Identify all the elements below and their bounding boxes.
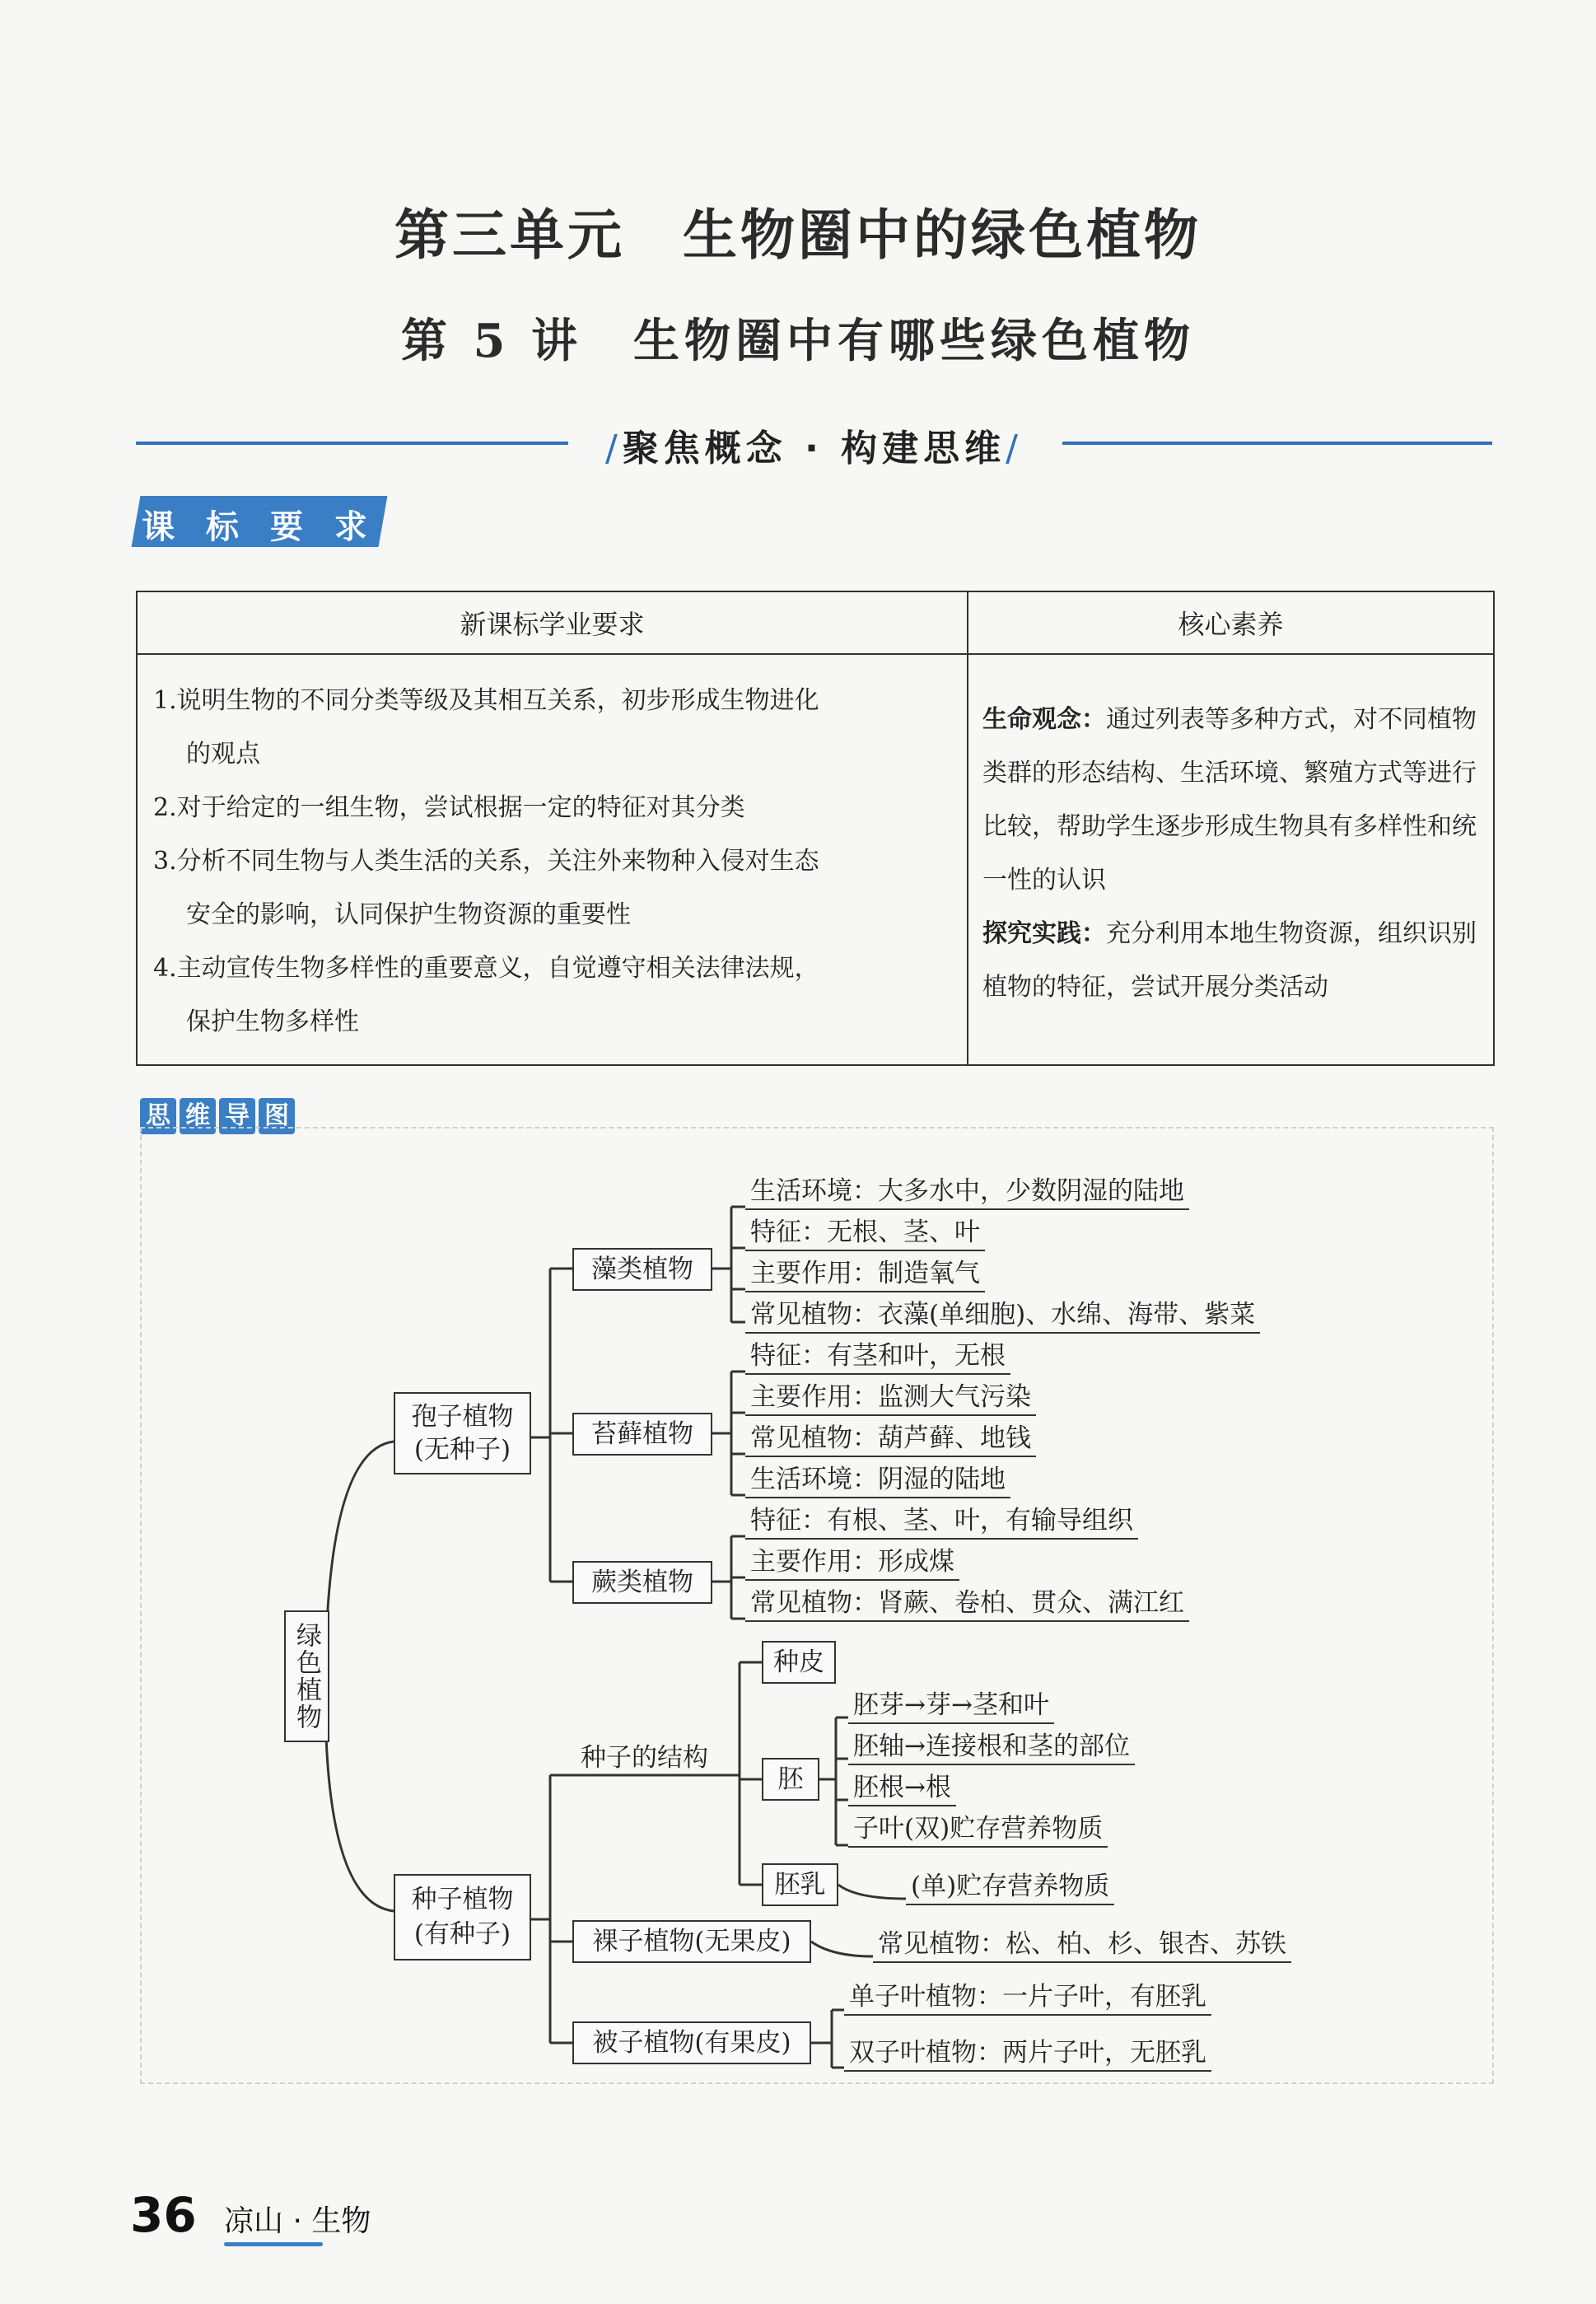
node-endosperm: 胚乳 — [762, 1863, 838, 1906]
list-item: 探究实践：充分利用本地生物资源，组织识别植物的特征，尝试开展分类活动 — [982, 919, 1477, 1002]
node-gymnosperm: 裸子植物(无果皮) — [572, 1920, 811, 1963]
algae-item: 生活环境：大多水中，少数阴湿的陆地 — [745, 1170, 1189, 1210]
footer-label: 凉山 · 生物 — [224, 2204, 371, 2238]
list-item: 生命观念：通过列表等多种方式，对不同植物类群的形态结构、生活环境、繁殖方式等进行比较，帮助学生逐步形成生物具有多样性和统一性的认识 — [982, 705, 1477, 895]
embryo-item: 子叶(双)贮存营养物质 — [848, 1807, 1108, 1848]
node-moss: 苔藓植物 — [572, 1413, 712, 1456]
list-item: 1.说明生物的不同分类等级及其相互关系，初步形成生物进化 的观点 — [153, 686, 819, 769]
node-spore-plants: 孢子植物 (无种子) — [394, 1392, 531, 1474]
angiosperm-item: 双子叶植物：两片子叶，无胚乳 — [844, 2031, 1211, 2072]
slash-icon: / — [604, 428, 623, 470]
moss-item: 生活环境：阴湿的陆地 — [745, 1458, 1010, 1498]
node-seed-coat: 种皮 — [762, 1641, 836, 1684]
node-embryo: 胚 — [762, 1758, 819, 1801]
moss-item: 特征：有茎和叶，无根 — [745, 1334, 1010, 1375]
footer-underline — [224, 2242, 323, 2246]
algae-item: 特征：无根、茎、叶 — [745, 1211, 985, 1251]
angiosperm-item: 单子叶植物：一片子叶，有胚乳 — [844, 1975, 1211, 2016]
fern-item: 主要作用：形成煤 — [745, 1540, 959, 1581]
embryo-item: 胚轴→连接根和茎的部位 — [848, 1725, 1135, 1765]
moss-item: 主要作用：监测大气污染 — [745, 1376, 1036, 1416]
algae-item: 主要作用：制造氧气 — [745, 1252, 985, 1292]
seed-structure-label: 种子的结构 — [581, 1743, 708, 1773]
node-seed-plants: 种子植物 (有种子) — [394, 1874, 531, 1961]
node-fern: 蕨类植物 — [572, 1561, 712, 1604]
slash-icon: / — [1006, 428, 1023, 470]
algae-item: 常见植物：衣藻(单细胞)、水绵、海带、紫菜 — [745, 1293, 1260, 1334]
embryo-item: 胚芽→芽→茎和叶 — [848, 1684, 1054, 1724]
list-item: 2.对于给定的一组生物，尝试根据一定的特征对其分类 — [153, 793, 745, 822]
mindmap-tag: 思 维 导 图 — [140, 1098, 298, 1134]
fern-item: 特征：有根、茎、叶，有输导组织 — [745, 1499, 1138, 1540]
endosperm-item: (单)贮存营养物质 — [906, 1865, 1114, 1905]
gymnosperm-item: 常见植物：松、柏、杉、银杏、苏铁 — [873, 1923, 1291, 1963]
page-number: 36 — [130, 2187, 197, 2243]
fern-item: 常见植物：肾蕨、卷柏、贯众、满江红 — [745, 1582, 1189, 1622]
moss-item: 常见植物：葫芦藓、地钱 — [745, 1417, 1036, 1457]
list-item: 4.主动宣传生物多样性的重要意义，自觉遵守相关法律法规， 保护生物多样性 — [153, 954, 819, 1036]
node-algae: 藻类植物 — [572, 1248, 712, 1291]
mindmap-root: 绿色植物 — [284, 1610, 329, 1742]
section-title: 聚焦概念 · 构建思维 — [622, 428, 1006, 470]
table-header-requirements: 新课标学业要求 — [137, 591, 968, 654]
node-angiosperm: 被子植物(有果皮) — [572, 2021, 811, 2064]
list-item: 3.分析不同生物与人类生活的关系，关注外来物种入侵对生态 安全的影响，认同保护生物资源的重要性 — [153, 847, 819, 929]
embryo-item: 胚根→根 — [848, 1766, 956, 1806]
unit-title: 第三单元 生物圈中的绿色植物 — [394, 203, 1202, 267]
curriculum-tag: 课 标 要 求 — [142, 508, 377, 546]
table-header-core: 核心素养 — [968, 591, 1494, 654]
lesson-title: 第 5 讲 生物圈中有哪些绿色植物 — [401, 314, 1195, 368]
